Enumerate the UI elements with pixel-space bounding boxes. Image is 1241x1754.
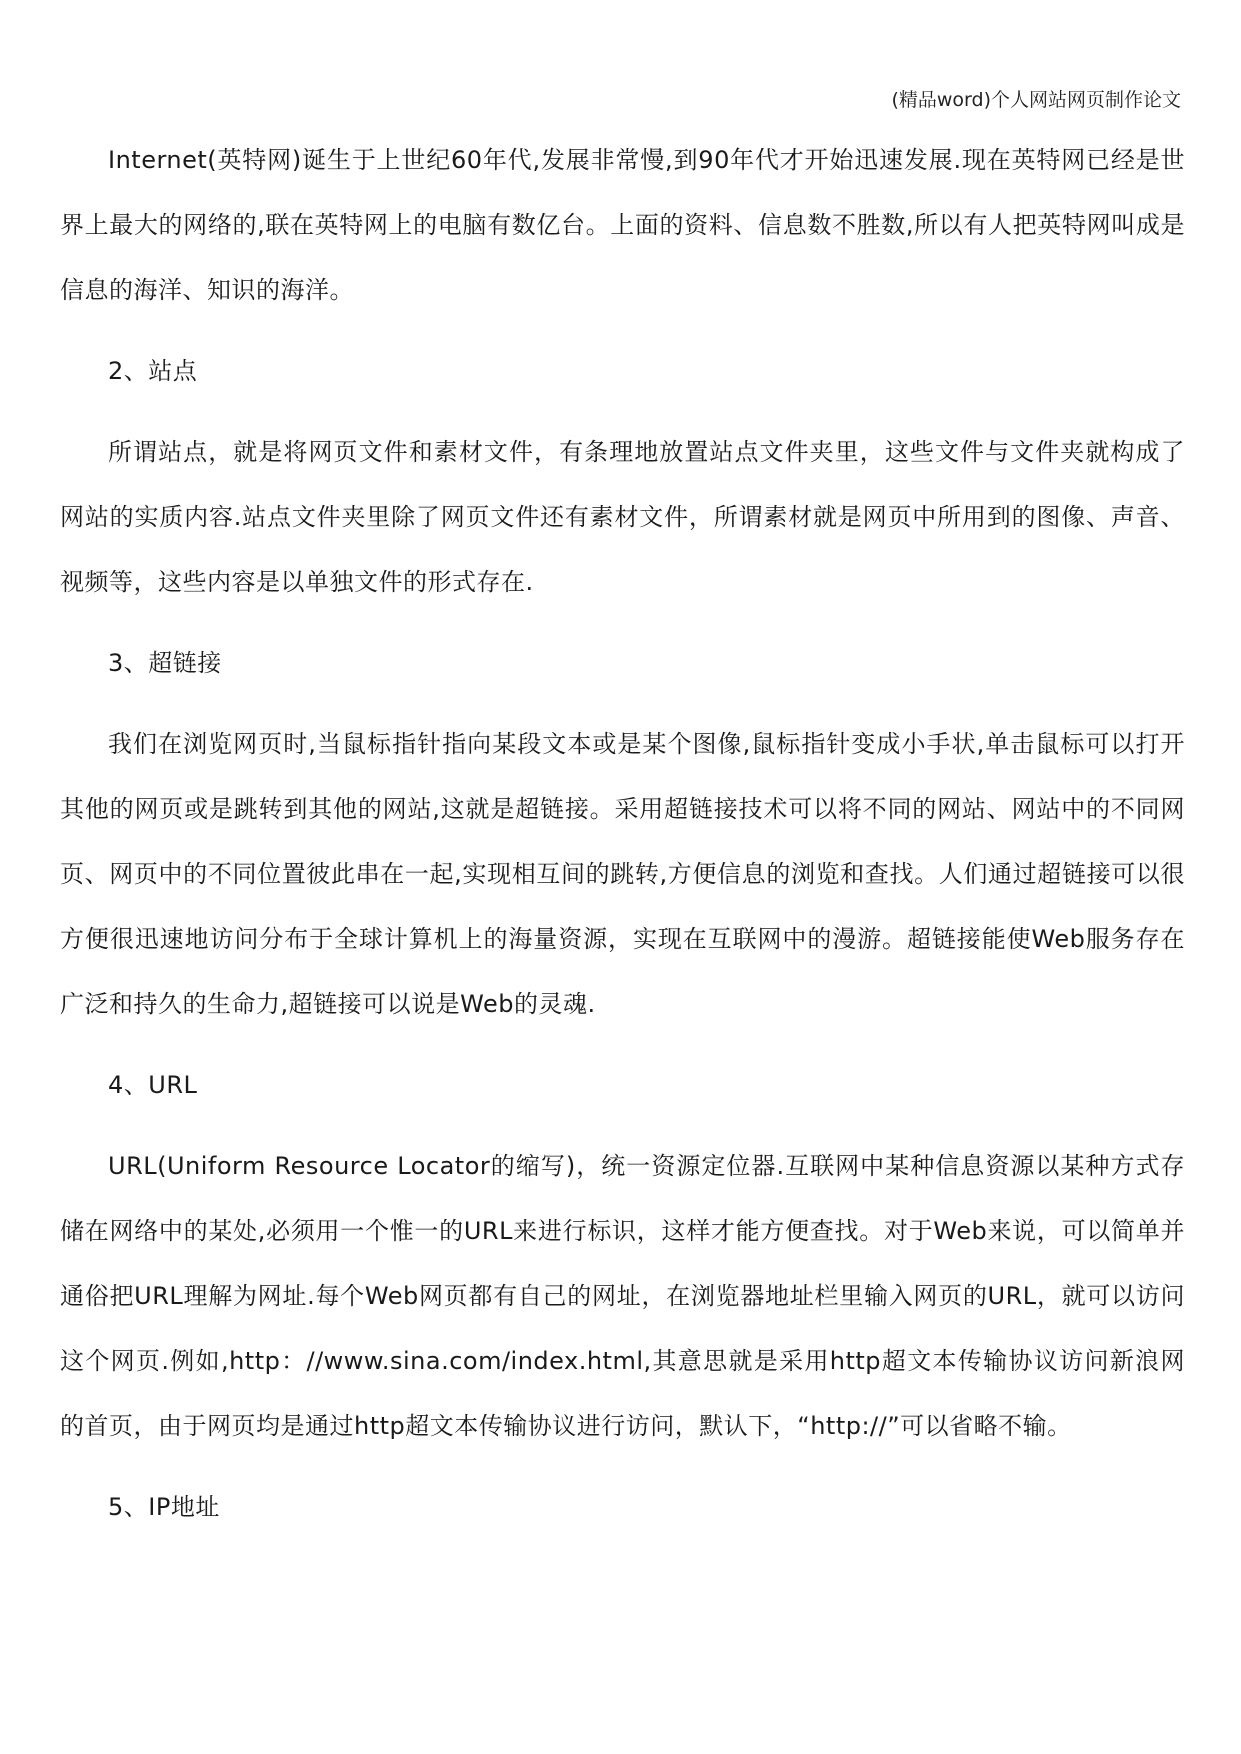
heading-hyperlink: 3、超链接 xyxy=(108,649,222,677)
paragraph-hyperlink: 我们在浏览网页时,当鼠标指针指向某段文本或是某个图像,鼠标指针变成小手状,单击鼠标可以打开其他的网页或是跳转到其他的网站,这就是超链接。采用超链接技术可以将不同的网站、网站中的不同网页、网页中的不同位置彼此串在一起,实现相互间的跳转,方便信息的浏览和查找。人们通过超链接可以很方便很迅速地访问分布于全球计算机上的海量资源，实现在互联网中的漫游。超链接能使Web服务存在广泛和持久的生命力,超链接可以说是Web的灵魂. xyxy=(60,730,1185,1018)
paragraph-internet-intro: Internet(英特网)诞生于上世纪60年代,发展非常慢,到90年代才开始迅速发展.现在英特网已经是世界上最大的网络的,联在英特网上的电脑有数亿台。上面的资料、信息数不胜数,所以有人把英特网叫成是信息的海洋、知识的海洋。 xyxy=(60,146,1185,304)
heading-site: 2、站点 xyxy=(108,357,198,385)
document-body xyxy=(60,128,1185,1540)
paragraph-site: 所谓站点，就是将网页文件和素材文件，有条理地放置站点文件夹里，这些文件与文件夹就构成了网站的实质内容.站点文件夹里除了网页文件还有素材文件，所谓素材就是网页中所用到的图像、声音、视频等，这些内容是以单独文件的形式存在. xyxy=(60,438,1185,596)
heading-ip-address: 5、IP地址 xyxy=(108,1493,220,1521)
page-header: (精品word)个人网站网页制作论文 xyxy=(891,89,1181,111)
heading-url: 4、URL xyxy=(108,1071,198,1099)
paragraph-url: URL(Uniform Resource Locator的缩写)，统一资源定位器.互联网中某种信息资源以某种方式存储在网络中的某处,必须用一个惟一的URL来进行标识，这样才能方便查找。对于Web来说，可以简单并通俗把URL理解为网址.每个Web网页都有自己的网址，在浏览器地址栏里输入网页的URL，就可以访问这个网页.例如,http：//www.sina.com/index.html,其意思就是采用http超文本传输协议访问新浪网的首页，由于网页均是通过http超文本传输协议进行访问，默认下，“http://”可以省略不输。 xyxy=(60,1152,1185,1440)
